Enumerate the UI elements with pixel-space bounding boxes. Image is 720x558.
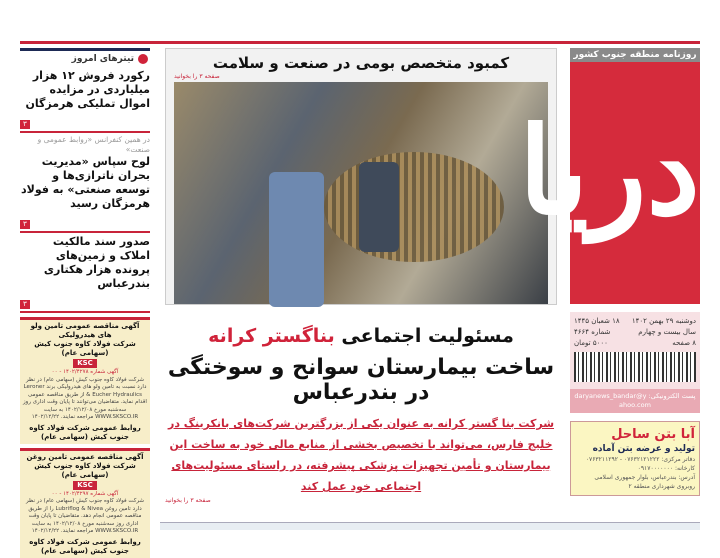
ad-line: کارخانه: ۰۹۱۷۰۰۰۰۰۰۰ (637, 465, 695, 472)
email-bar[interactable]: پست الکترونیکی: daryanews_bandar@yahoo.com (570, 389, 700, 413)
issue-info (570, 312, 700, 389)
ad-company: شرکت فولاد کاوه جنوب کیش (سهامی عام) (34, 340, 136, 357)
issue-year: سال بیست و چهارم (638, 328, 696, 336)
lead-text: شرکت بنا گستر کرانه به عنوان یکی از بزرگترین شرکت‌های بانکرینگ در خلیج فارس، می‌تواند با تخصیص بخشی از منابع مالی خود به ساخت این بیمارستان و تأمین تجهیزات پزشکی پیشرفته، در راستای مسئولیت‌های اجتماعی خود عمل کند (167, 417, 555, 493)
concrete-ad (570, 421, 700, 496)
news-kicker: در همین کنفرانس «روابط عمومی و صنعت» (37, 135, 150, 154)
tender-ad (20, 317, 150, 444)
ad-footer: روابط عمومی شرکت فولاد کاوه جنوب کیش (سهامی عام) (29, 423, 141, 441)
news-title: لوح سپاس «مدیریت بحران ناترازی‌ها و توسعه صنعتی» به فولاد هرمزگان رسید (20, 155, 150, 210)
ad-title: آگهی مناقصه عمومی تامین ولو های هیدرولیکی (30, 322, 140, 339)
price: ۵۰۰۰ تومان (574, 339, 608, 347)
turbine-rotor (324, 152, 504, 262)
photo-headline: کمبود متخصص بومی در صنعت و سلامت (212, 54, 510, 72)
headline-kicker-text: مسئولیت اجتماعی (334, 325, 514, 347)
news-item[interactable] (20, 233, 150, 313)
headline-kicker (165, 325, 557, 347)
ad-body: شرکت فولاد کاوه جنوب کیش (سهامی عام) در نظر دارد نسبت به تامین ولو های هیدرولیکی برند Leroner & Eucher Hydraulics از طریق مناقصه عمومی اقدام نماید. متقاضیان می‌توانند تا پایان وقت اداری روز سه‌شنبه مورخ ۱۴۰۲/۱۲/۰۸ به سایت WWW.SKSCO.IR مراجعه نمایند. ۱۴۰۲/۱۲/۲۲ (23, 376, 147, 420)
worker-figure (269, 172, 324, 307)
ad-company: شرکت فولاد کاوه جنوب کیش (سهامی عام) (34, 461, 136, 479)
section-header (20, 48, 150, 67)
turbine-workers-photo (174, 82, 548, 304)
bottom-strip (160, 522, 700, 530)
page-badge: ۳ (20, 120, 30, 129)
masthead-logo: دریا (570, 62, 700, 304)
bullet-icon (138, 54, 148, 64)
news-item[interactable] (20, 67, 150, 133)
news-title: صدور سند مالکیت املاک و زمین‌های پرونده هزار هکتاری بندرعباس (43, 235, 150, 290)
top-rule (20, 41, 700, 44)
masthead-tagline: روزنامه منطقه جنوب کشور (570, 48, 700, 62)
ad-line: دفاتر مرکزی: ۰۷۶۳۲۱۲۱۲۲۲ - ۰۷۶۳۲۱۱۲۹۲ (585, 456, 695, 463)
ad-number: آگهی شماره ۱۴۰۲/۴۲۷۸ - ۰۰ (51, 369, 119, 375)
worker-figure (359, 162, 399, 252)
ad-line: آدرس: بندرعباس، بلوار جمهوری اسلامی (594, 474, 695, 481)
ad-title: آگهی مناقصه عمومی تامین روغن (26, 452, 144, 461)
tender-ad (20, 448, 150, 558)
news-item[interactable] (20, 133, 150, 233)
page-reference[interactable]: صفحه ۳ را بخوانید (165, 497, 211, 504)
news-title: رکورد فروش ۱۲ هزار میلیاردی در مزایده اموال تملیکی هرمزگان (25, 69, 150, 110)
page-reference[interactable]: صفحه ۳ را بخوانید (174, 73, 220, 80)
ad-number: آگهی شماره ۱۴۰۲/۴۲۹۷ - ۰۰ (51, 490, 119, 497)
page-count: ۸ صفحه (672, 339, 696, 347)
company-logo: KSC (73, 359, 97, 368)
section-title: تیترهای امروز (71, 54, 134, 64)
company-logo: KSC (73, 481, 97, 490)
center-column (165, 48, 557, 505)
photo-story[interactable] (165, 48, 557, 305)
headline-company: بناگستر کرانه (208, 325, 335, 347)
ad-line: روبروی شهرداری منطقه ۲ (628, 483, 695, 490)
page-badge: ۳ (20, 220, 30, 229)
date-solar: دوشنبه ۲۹ بهمن ۱۴۰۲ (631, 317, 696, 325)
left-column (20, 46, 150, 558)
ad-footer: روابط عمومی شرکت فولاد کاوه جنوب کیش (سهامی عام) (29, 537, 141, 555)
barcode (574, 352, 696, 382)
right-column (518, 48, 700, 496)
ad-subtitle: تولید و عرضه بتن آماده (592, 444, 695, 454)
ad-body: شرکت فولاد کاوه جنوب کیش (سهامی عام) در نظر دارد تامین روغن Lubriflog & Nivea را از طریق مناقصه عمومی انجام دهد. متقاضیان تا پایان وقت اداری روز سه‌شنبه مورخ ۱۴۰۲/۱۲/۰۸ به سایت WWW.SKSCO.IR مراجعه نمایند. ۱۴۰۲/۱۲/۲۲ (25, 498, 145, 534)
main-headline[interactable]: ساخت بیمارستان سوانح و سوختگی در بندرعباس (167, 355, 555, 405)
page-badge: ۳ (20, 300, 30, 309)
issue-number: شماره ۴۶۶۴ (574, 328, 611, 336)
ad-title: آبا بتن ساحل (611, 427, 695, 442)
date-lunar: ۱۸ شعبان ۱۴۴۵ (574, 317, 620, 325)
